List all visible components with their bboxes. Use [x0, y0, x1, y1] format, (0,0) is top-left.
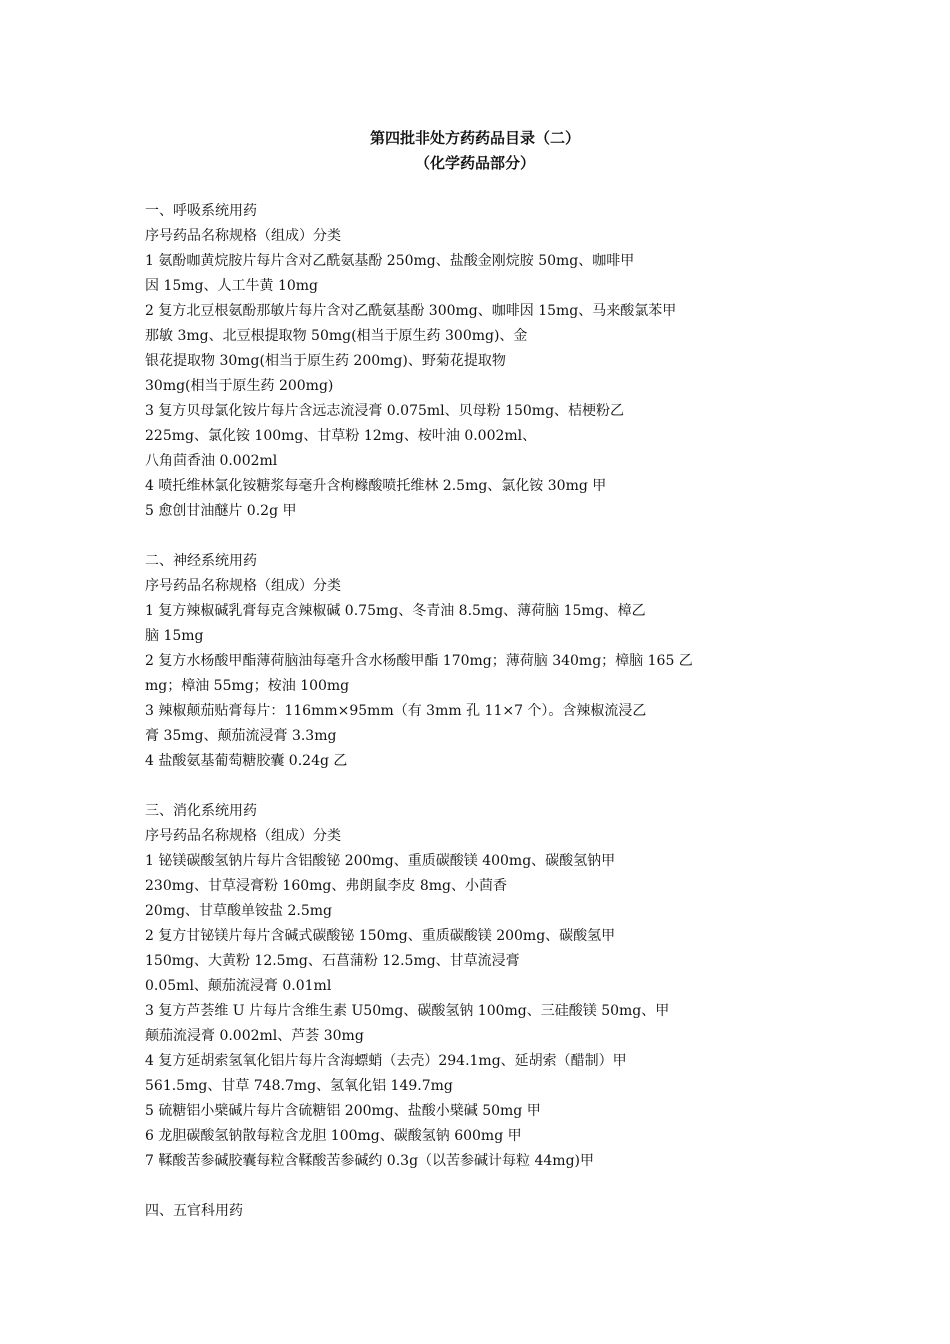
document-subtitle: （化学药品部分）: [414, 154, 535, 172]
list-line: 银花提取物 30mg(相当于原生药 200mg)、野菊花提取物: [145, 353, 506, 369]
section-spacer: [145, 524, 785, 549]
list-line: 230mg、甘草浸膏粉 160mg、弗朗鼠李皮 8mg、小茴香: [145, 878, 507, 894]
list-line: 3 复方芦荟维 U 片每片含维生素 U50mg、碳酸氢钠 100mg、三硅酸镁 50mg、甲: [145, 1003, 670, 1019]
list-line: 2 复方水杨酸甲酯薄荷脑油每毫升含水杨酸甲酯 170mg；薄荷脑 340mg；樟脑 165 乙: [145, 653, 693, 669]
list-line: 225mg、氯化铵 100mg、甘草粉 12mg、桉叶油 0.002ml、: [145, 428, 537, 444]
list-line: 5 硫糖铝小檗碱片每片含硫糖铝 200mg、盐酸小檗碱 50mg 甲: [145, 1103, 541, 1119]
table-header-row: 序号药品名称规格（组成）分类: [145, 828, 341, 844]
list-line: 2 复方甘铋镁片每片含碱式碳酸铋 150mg、重质碳酸镁 200mg、碳酸氢甲: [145, 928, 616, 944]
list-line: mg；樟油 55mg；桉油 100mg: [145, 678, 350, 694]
list-line: 脑 15mg: [145, 628, 204, 644]
section-spacer: [145, 1174, 785, 1199]
title-block: [0, 126, 950, 176]
section-heading: 一、呼吸系统用药: [145, 203, 257, 219]
section-heading: 二、神经系统用药: [145, 553, 257, 569]
list-line: 因 15mg、人工牛黄 10mg: [145, 278, 319, 294]
document-title: 第四批非处方药药品目录（二）: [369, 129, 580, 147]
list-line: 膏 35mg、颠茄流浸膏 3.3mg: [145, 728, 337, 744]
list-line: 八角茴香油 0.002ml: [145, 453, 278, 469]
list-line: 561.5mg、甘草 748.7mg、氢氧化铝 149.7mg: [145, 1078, 453, 1094]
list-line: 5 愈创甘油醚片 0.2g 甲: [145, 503, 297, 519]
list-line: 7 鞣酸苦参碱胶囊每粒含鞣酸苦参碱约 0.3g（以苦参碱计每粒 44mg)甲: [145, 1153, 594, 1169]
list-line: 30mg(相当于原生药 200mg): [145, 378, 334, 394]
list-line: 4 盐酸氨基葡萄糖胶囊 0.24g 乙: [145, 753, 348, 769]
list-line: 2 复方北豆根氨酚那敏片每片含对乙酰氨基酚 300mg、咖啡因 15mg、马来酸氯苯甲: [145, 303, 677, 319]
list-line: 0.05ml、颠茄流浸膏 0.01ml: [145, 978, 332, 994]
section-spacer: [145, 774, 785, 799]
list-line: 颠茄流浸膏 0.002ml、芦荟 30mg: [145, 1028, 364, 1044]
list-line: 1 氨酚咖黄烷胺片每片含对乙酰氨基酚 250mg、盐酸金刚烷胺 50mg、咖啡甲: [145, 253, 635, 269]
list-line: 1 铋镁碳酸氢钠片每片含铝酸铋 200mg、重质碳酸镁 400mg、碳酸氢钠甲: [145, 853, 616, 869]
section-heading: 四、五官科用药: [145, 1203, 243, 1219]
list-line: 那敏 3mg、北豆根提取物 50mg(相当于原生药 300mg)、金: [145, 328, 528, 344]
list-line: 3 辣椒颠茄贴膏每片：116mm×95mm（有 3mm 孔 11×7 个）。含辣椒流浸乙: [145, 703, 647, 719]
list-line: 3 复方贝母氯化铵片每片含远志流浸膏 0.075ml、贝母粉 150mg、桔梗粉乙: [145, 403, 625, 419]
list-line: 4 复方延胡索氢氧化铝片每片含海螵蛸（去壳）294.1mg、延胡索（醋制）甲: [145, 1053, 627, 1069]
list-line: 20mg、甘草酸单铵盐 2.5mg: [145, 903, 333, 919]
section-heading: 三、消化系统用药: [145, 803, 257, 819]
list-line: 6 龙胆碳酸氢钠散每粒含龙胆 100mg、碳酸氢钠 600mg 甲: [145, 1128, 522, 1144]
document-body: [145, 199, 785, 1224]
list-line: 4 喷托维林氯化铵糖浆每毫升含枸橼酸喷托维林 2.5mg、氯化铵 30mg 甲: [145, 478, 607, 494]
list-line: 1 复方辣椒碱乳膏每克含辣椒碱 0.75mg、冬青油 8.5mg、薄荷脑 15mg、樟乙: [145, 603, 646, 619]
table-header-row: 序号药品名称规格（组成）分类: [145, 578, 341, 594]
list-line: 150mg、大黄粉 12.5mg、石菖蒲粉 12.5mg、甘草流浸膏: [145, 953, 520, 969]
table-header-row: 序号药品名称规格（组成）分类: [145, 228, 341, 244]
